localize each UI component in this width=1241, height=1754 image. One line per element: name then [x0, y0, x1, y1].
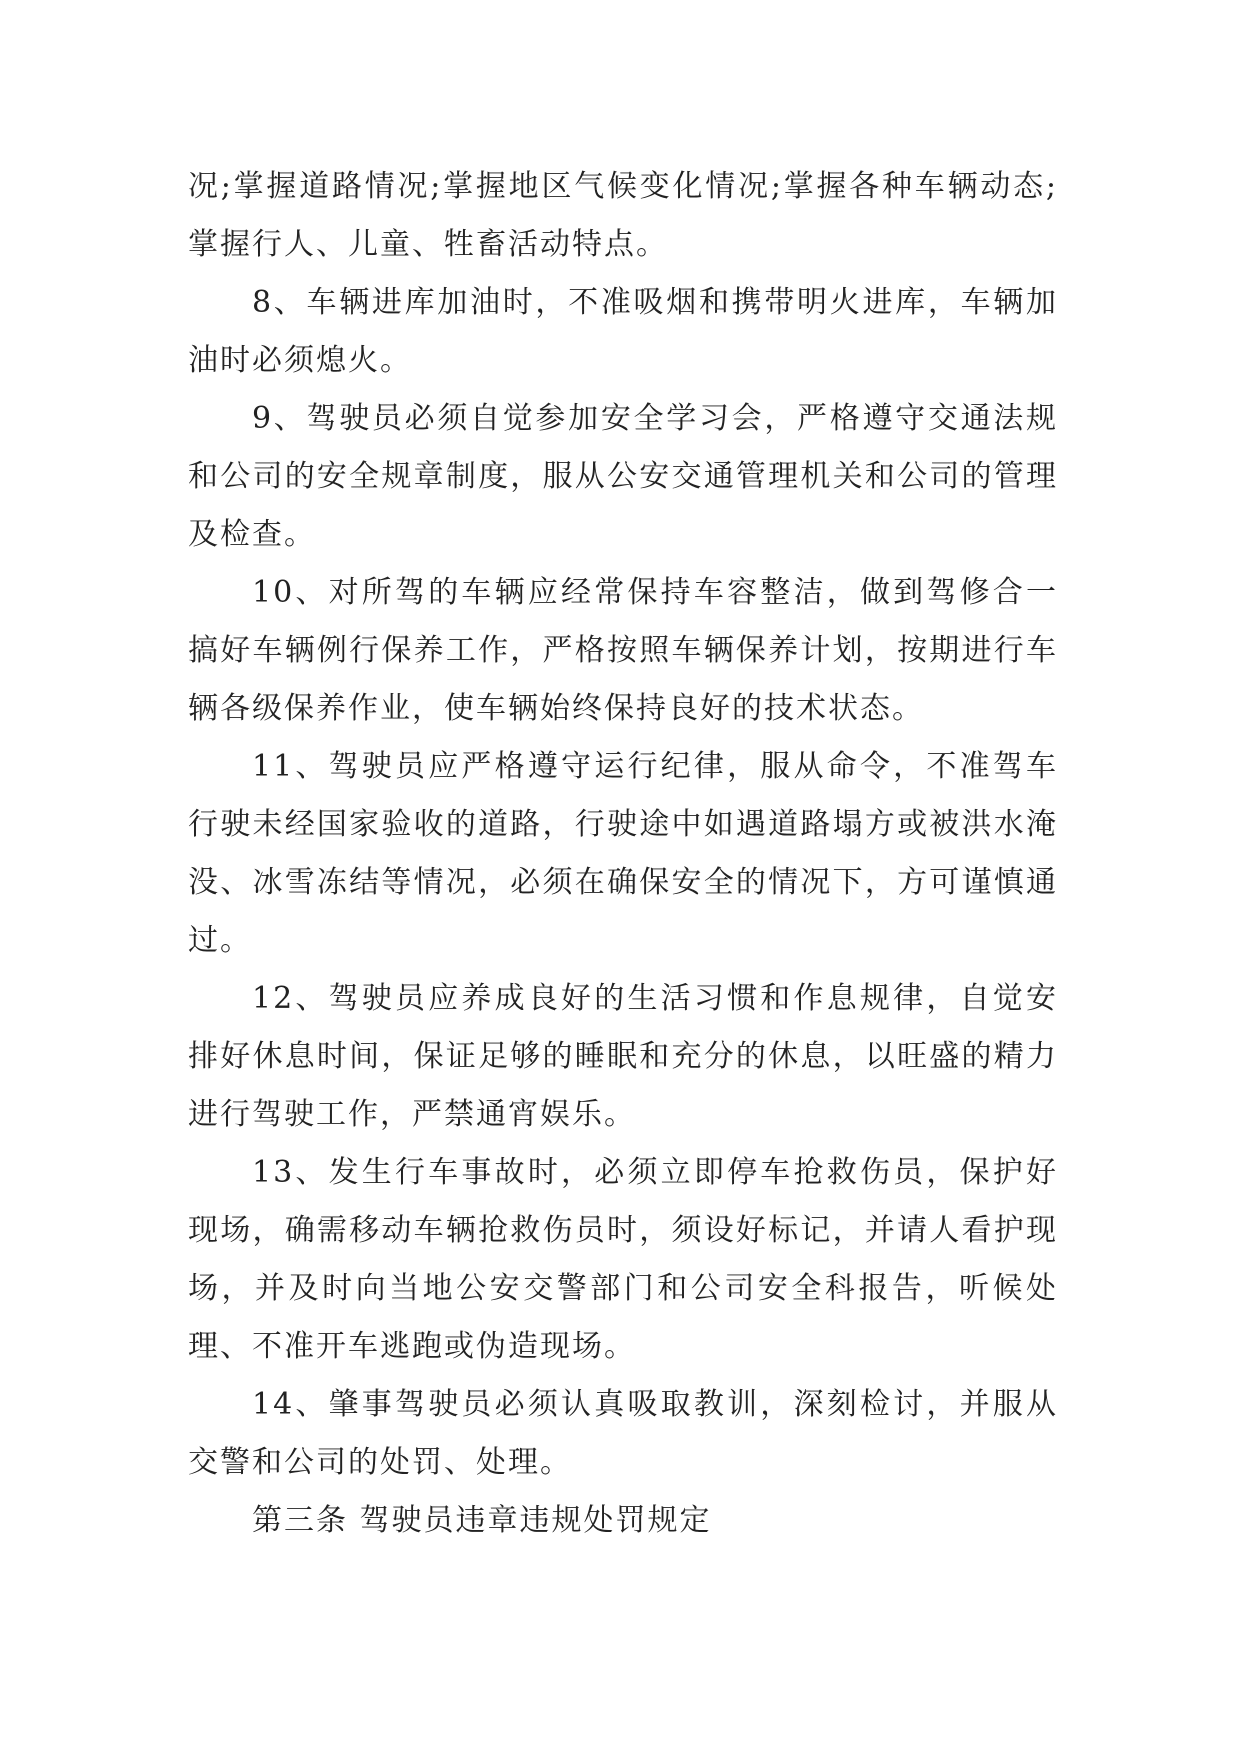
paragraph-item-13: 13、发生行车事故时，必须立即停车抢救伤员，保护好现场，确需移动车辆抢救伤员时，须设好标记，并请人看护现场，并及时向当地公安交警部门和公司安全科报告，听候处理、不准开车逃跑或伪造现场。 [188, 1155, 1058, 1364]
paragraph-item-11: 11、驾驶员应严格遵守运行纪律，服从命令，不准驾车行驶未经国家验收的道路，行驶途中如遇道路塌方或被洪水淹没、冰雪冻结等情况，必须在确保安全的情况下，方可谨慎通过。 [188, 749, 1058, 958]
paragraph-continuation: 况;掌握道路情况;掌握地区气候变化情况;掌握各种车辆动态;掌握行人、儿童、牲畜活动特点。 [188, 169, 1058, 262]
paragraph-item-14: 14、肇事驾驶员必须认真吸取教训，深刻检讨，并服从交警和公司的处罚、处理。 [188, 1387, 1058, 1480]
paragraph-item-10: 10、对所驾的车辆应经常保持车容整洁，做到驾修合一搞好车辆例行保养工作，严格按照车辆保养计划，按期进行车辆各级保养作业，使车辆始终保持良好的技术状态。 [188, 575, 1058, 726]
paragraph-item-12: 12、驾驶员应养成良好的生活习惯和作息规律，自觉安排好休息时间，保证足够的睡眠和充分的休息，以旺盛的精力进行驾驶工作，严禁通宵娱乐。 [188, 981, 1058, 1132]
section-heading-article-3: 第三条 驾驶员违章违规处罚规定 [252, 1503, 712, 1538]
paragraph-item-8: 8、车辆进库加油时，不准吸烟和携带明火进库，车辆加油时必须熄火。 [188, 285, 1058, 378]
document-body [188, 158, 1058, 1550]
paragraph-item-9: 9、驾驶员必须自觉参加安全学习会，严格遵守交通法规和公司的安全规章制度，服从公安交通管理机关和公司的管理及检查。 [188, 401, 1058, 552]
